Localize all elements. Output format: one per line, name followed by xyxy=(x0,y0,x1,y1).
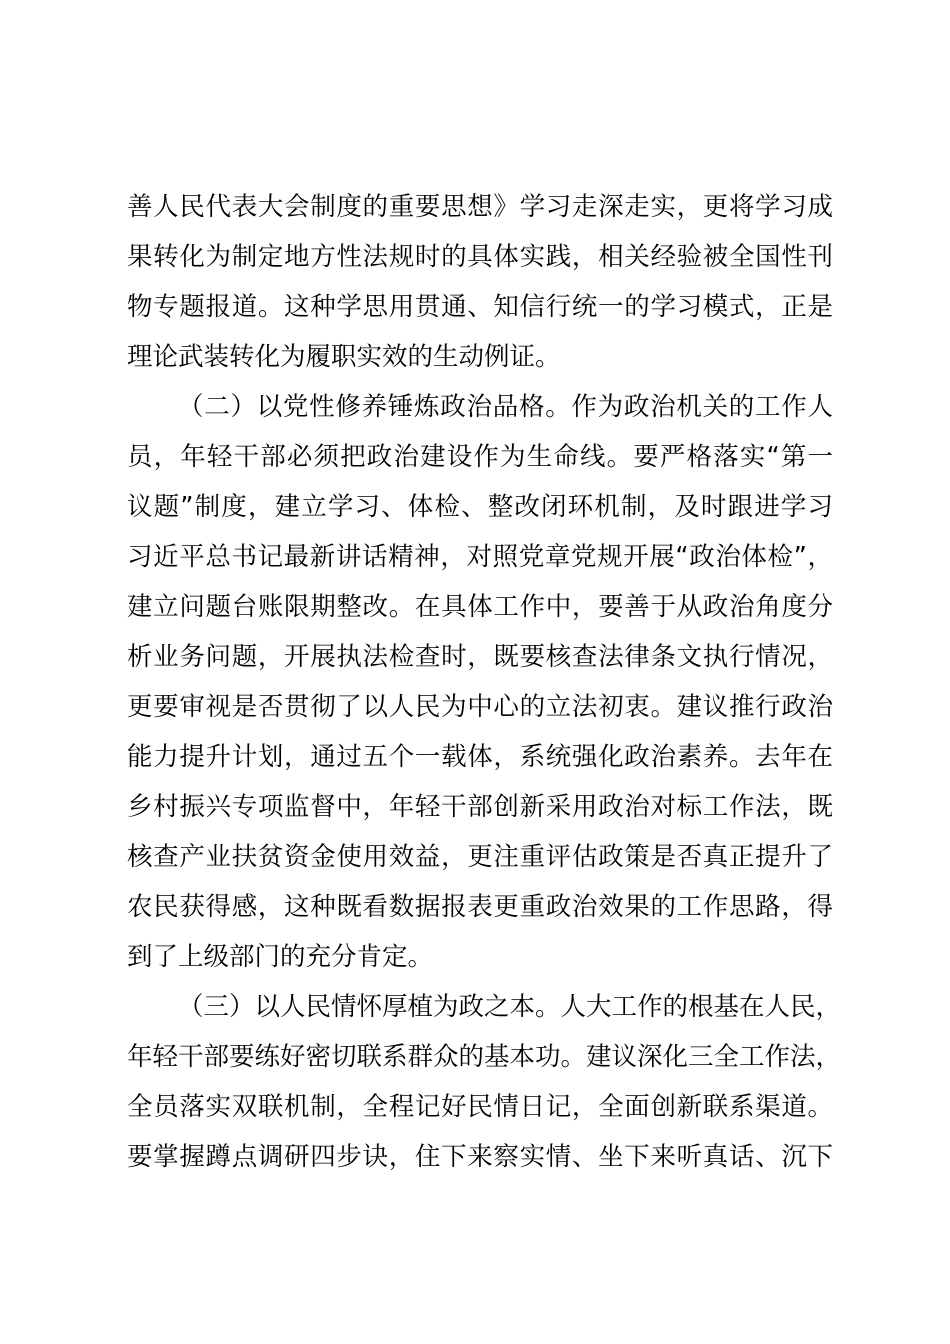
text-line-6: 员，年轻干部必须把政治建设作为生命线。要严格落实“第一 xyxy=(127,442,833,472)
text-line-8: 习近平总书记最新讲话精神，对照党章党规开展“政治体检”， xyxy=(127,542,833,572)
text-line-10: 析业务问题，开展执法检查时，既要核查法律条文执行情况， xyxy=(127,642,833,672)
text-line-3: 物专题报道。这种学思用贯通、知信行统一的学习模式，正是 xyxy=(127,292,833,322)
text-line-9: 建立问题台账限期整改。在具体工作中，要善于从政治角度分 xyxy=(127,592,833,622)
text-line-18: 年轻干部要练好密切联系群众的基本功。建议深化三全工作法， xyxy=(127,1042,842,1072)
text-line-13: 乡村振兴专项监督中，年轻干部创新采用政治对标工作法，既 xyxy=(127,792,833,822)
text-line-4: 理论武装转化为履职实效的生动例证。 xyxy=(127,342,561,372)
text-line-12: 能力提升计划，通过五个一载体，系统强化政治素养。去年在 xyxy=(127,742,833,772)
text-line-7: 议题”制度，建立学习、体检、整改闭环机制，及时跟进学习 xyxy=(127,492,833,522)
text-line-14: 核查产业扶贫资金使用效益，更注重评估政策是否真正提升了 xyxy=(127,842,833,872)
text-line-11: 更要审视是否贯彻了以人民为中心的立法初衷。建议推行政治 xyxy=(127,692,833,722)
text-line-16: 到了上级部门的充分肯定。 xyxy=(127,942,434,972)
text-line-19: 全员落实双联机制，全程记好民情日记，全面创新联系渠道。 xyxy=(127,1092,833,1122)
text-line-1: 善人民代表大会制度的重要思想》学习走深走实，更将学习成 xyxy=(127,192,833,222)
text-line-2: 果转化为制定地方性法规时的具体实践，相关经验被全国性刊 xyxy=(127,242,833,272)
text-line-15: 农民获得感，这种既看数据报表更重政治效果的工作思路，得 xyxy=(127,892,833,922)
section-heading-3: （三）以人民情怀厚植为政之本。人大工作的根基在人民， xyxy=(178,992,842,1022)
text-line-20: 要掌握蹲点调研四步诀，住下来察实情、坐下来听真话、沉下 xyxy=(127,1142,833,1172)
section-heading-2: （二）以党性修养锤炼政治品格。作为政治机关的工作人 xyxy=(178,392,833,422)
